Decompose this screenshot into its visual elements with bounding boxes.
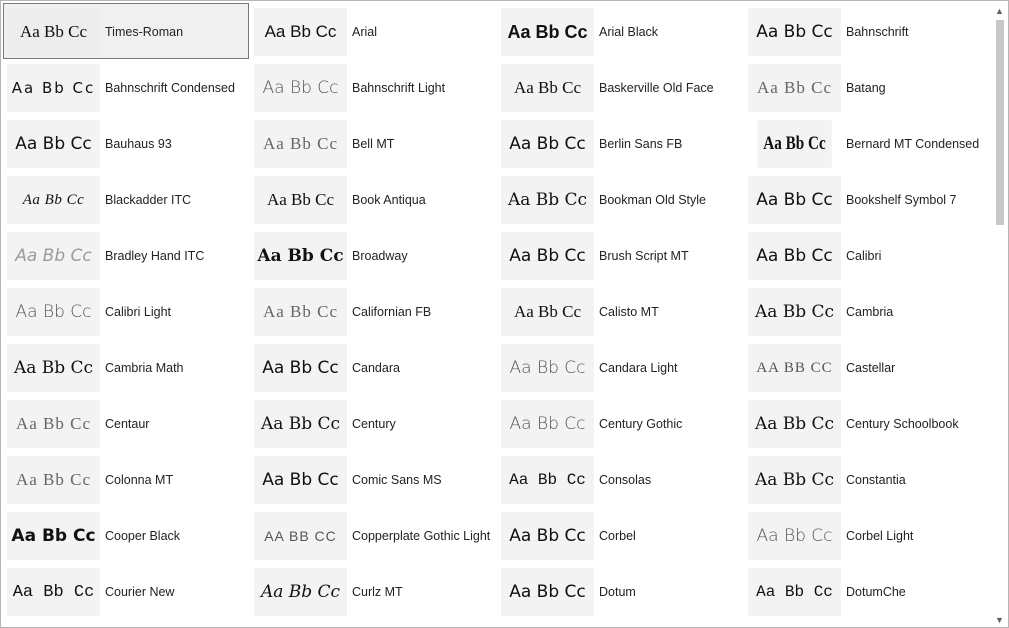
font-name-label: Comic Sans MS bbox=[352, 473, 442, 487]
font-preview-sample: Aa Bb Cc bbox=[7, 120, 100, 168]
font-name-label: Century Gothic bbox=[599, 417, 683, 431]
font-item[interactable] bbox=[3, 227, 249, 283]
font-preview-sample: Aa Bb Cc bbox=[254, 288, 347, 336]
font-preview-sample: Aa Bb Cc bbox=[7, 512, 100, 560]
font-preview-sample: Aa Bb Cc bbox=[7, 568, 100, 616]
font-preview-sample: Aa Bb Cc bbox=[7, 400, 100, 448]
scroll-up-arrow-icon[interactable]: ▲ bbox=[995, 5, 1004, 16]
font-preview-sample: Aa Bb Cc bbox=[7, 8, 100, 56]
font-name-label: Colonna MT bbox=[105, 473, 174, 487]
font-name-label: Bahnschrift bbox=[846, 25, 909, 39]
font-name-label: Cooper Black bbox=[105, 529, 181, 543]
font-preview-sample: Aa Bb Cc bbox=[748, 232, 841, 280]
font-item[interactable] bbox=[497, 283, 743, 339]
font-name-label: Bernard MT Condensed bbox=[846, 137, 980, 151]
font-name-label: Arial Black bbox=[599, 25, 659, 39]
font-item[interactable] bbox=[744, 59, 990, 115]
font-name-label: Calibri bbox=[846, 249, 882, 263]
font-preview-sample: Aa Bb Cc bbox=[748, 288, 841, 336]
font-preview-sample: Aa Bb Cc bbox=[501, 568, 594, 616]
font-preview-sample: AA BB CC bbox=[748, 344, 841, 392]
font-name-label: Corbel Light bbox=[846, 529, 914, 543]
font-item[interactable] bbox=[3, 59, 249, 115]
font-preview-sample: Aa Bb Cc bbox=[748, 8, 841, 56]
font-item[interactable] bbox=[497, 115, 743, 171]
font-item[interactable] bbox=[3, 507, 249, 563]
font-item[interactable] bbox=[497, 395, 743, 451]
font-item[interactable] bbox=[250, 507, 496, 563]
font-preview-sample: Aa Bb Cc bbox=[254, 8, 347, 56]
scroll-thumb[interactable] bbox=[996, 20, 1004, 225]
font-preview-sample: Aa Bb Cc bbox=[748, 64, 841, 112]
font-name-label: Castellar bbox=[846, 361, 896, 375]
font-item[interactable] bbox=[744, 283, 990, 339]
font-name-label: Broadway bbox=[352, 249, 408, 263]
font-preview-sample: Aa Bb Cc bbox=[748, 512, 841, 560]
font-item[interactable] bbox=[3, 395, 249, 451]
font-preview-sample: Aa Bb Cc bbox=[748, 400, 841, 448]
font-item[interactable] bbox=[250, 283, 496, 339]
font-item[interactable] bbox=[3, 171, 249, 227]
font-item[interactable] bbox=[744, 115, 990, 171]
font-preview-sample: Aa Bb Cc bbox=[748, 456, 841, 504]
font-preview-sample: Aa Bb Cc bbox=[501, 456, 594, 504]
font-item[interactable] bbox=[250, 451, 496, 507]
font-name-label: Bookman Old Style bbox=[599, 193, 706, 207]
font-item[interactable] bbox=[250, 227, 496, 283]
font-name-label: Copperplate Gothic Light bbox=[352, 529, 491, 543]
font-name-label: Batang bbox=[846, 81, 886, 95]
font-preview-sample: Aa Bb Cc bbox=[501, 232, 594, 280]
font-name-label: Bauhaus 93 bbox=[105, 137, 172, 151]
font-name-label: Berlin Sans FB bbox=[599, 137, 683, 151]
font-item[interactable] bbox=[250, 59, 496, 115]
font-item[interactable] bbox=[250, 3, 496, 59]
font-preview-sample: Aa Bb Cc bbox=[501, 64, 594, 112]
font-preview-sample: Aa Bb Cc bbox=[7, 64, 100, 112]
font-item[interactable] bbox=[250, 115, 496, 171]
font-item[interactable] bbox=[3, 115, 249, 171]
font-item[interactable] bbox=[744, 227, 990, 283]
font-name-label: Blackadder ITC bbox=[105, 193, 192, 207]
font-item[interactable] bbox=[744, 507, 990, 563]
font-preview-sample: Aa Bb Cc bbox=[501, 288, 594, 336]
font-name-label: Bell MT bbox=[352, 137, 395, 151]
font-name-label: DotumChe bbox=[846, 585, 906, 599]
font-item[interactable] bbox=[744, 563, 990, 619]
font-preview-sample: Aa Bb Cc bbox=[7, 344, 100, 392]
font-item[interactable] bbox=[3, 451, 249, 507]
font-item[interactable] bbox=[497, 227, 743, 283]
font-item[interactable] bbox=[497, 59, 743, 115]
font-item[interactable] bbox=[744, 451, 990, 507]
font-item[interactable] bbox=[497, 339, 743, 395]
font-preview-sample: Aa Bb Cc bbox=[748, 176, 841, 224]
font-name-label: Cambria Math bbox=[105, 361, 184, 375]
font-preview-sample: AA BB CC bbox=[254, 512, 347, 560]
font-item[interactable] bbox=[250, 563, 496, 619]
font-name-label: Constantia bbox=[846, 473, 906, 487]
font-name-label: Consolas bbox=[599, 473, 652, 487]
font-item[interactable] bbox=[3, 283, 249, 339]
scroll-down-arrow-icon[interactable]: ▼ bbox=[995, 614, 1004, 625]
font-preview-sample: Aa Bb Cc bbox=[254, 400, 347, 448]
font-preview-sample: Aa Bb Cc bbox=[748, 568, 841, 616]
font-item[interactable] bbox=[497, 3, 743, 59]
font-preview-sample: Aa Bb Cc bbox=[254, 232, 347, 280]
font-name-label: Brush Script MT bbox=[599, 249, 689, 263]
font-preview-sample: Aa Bb Cc bbox=[7, 456, 100, 504]
font-preview-sample: Aa Bb Cc bbox=[501, 120, 594, 168]
font-name-label: Corbel bbox=[599, 529, 636, 543]
font-name-label: Calibri Light bbox=[105, 305, 172, 319]
font-preview-sample: Aa Bb Cc bbox=[7, 232, 100, 280]
font-preview-sample: Aa Bb Cc bbox=[254, 344, 347, 392]
vertical-scrollbar[interactable] bbox=[991, 2, 1008, 628]
font-name-label: Baskerville Old Face bbox=[599, 81, 714, 95]
font-item[interactable] bbox=[744, 339, 990, 395]
font-item[interactable] bbox=[3, 563, 249, 619]
font-preview-sample: Aa Bb Cc bbox=[254, 568, 347, 616]
font-name-label: Century Schoolbook bbox=[846, 417, 959, 431]
font-name-label: Century bbox=[352, 417, 396, 431]
font-item[interactable] bbox=[3, 3, 249, 59]
font-name-label: Centaur bbox=[105, 417, 150, 431]
font-name-label: Courier New bbox=[105, 585, 175, 599]
font-name-label: Calisto MT bbox=[599, 305, 659, 319]
font-preview-sample: Aa Bb Cc bbox=[501, 8, 594, 56]
font-preview-sample: Aa Bb Cc bbox=[254, 120, 347, 168]
font-item[interactable] bbox=[744, 171, 990, 227]
font-preview-sample: Aa Bb Cc bbox=[7, 176, 100, 224]
font-name-label: Dotum bbox=[599, 585, 636, 599]
font-item[interactable] bbox=[497, 507, 743, 563]
font-name-label: Times-Roman bbox=[105, 25, 184, 39]
font-name-label: Bahnschrift Light bbox=[352, 81, 446, 95]
font-grid bbox=[3, 2, 991, 628]
font-name-label: Cambria bbox=[846, 305, 894, 319]
font-name-label: Curlz MT bbox=[352, 585, 403, 599]
font-item[interactable] bbox=[497, 171, 743, 227]
font-item[interactable] bbox=[250, 339, 496, 395]
font-item[interactable] bbox=[250, 395, 496, 451]
font-item[interactable] bbox=[497, 451, 743, 507]
font-name-label: Bradley Hand ITC bbox=[105, 249, 205, 263]
font-preview-sample: Aa Bb Cc bbox=[501, 512, 594, 560]
font-item[interactable] bbox=[497, 563, 743, 619]
font-preview-sample: Aa Bb Cc bbox=[501, 176, 594, 224]
font-preview-sample: Aa Bb Cc bbox=[7, 288, 100, 336]
font-item[interactable] bbox=[3, 339, 249, 395]
font-preview-sample: Aa Bb Cc bbox=[254, 64, 347, 112]
font-name-label: Californian FB bbox=[352, 305, 432, 319]
font-name-label: Candara bbox=[352, 361, 400, 375]
font-preview-sample: Aa Bb Cc bbox=[254, 456, 347, 504]
font-item[interactable] bbox=[744, 3, 990, 59]
font-name-label: Bahnschrift Condensed bbox=[105, 81, 235, 95]
font-name-label: Candara Light bbox=[599, 361, 678, 375]
font-preview-sample: Aa Bb Cc bbox=[254, 176, 347, 224]
font-name-label: Bookshelf Symbol 7 bbox=[846, 193, 957, 207]
font-name-label: Arial bbox=[352, 25, 378, 39]
font-preview-sample: Aa Bb Cc bbox=[501, 344, 594, 392]
font-item[interactable] bbox=[744, 395, 990, 451]
font-item[interactable] bbox=[250, 171, 496, 227]
font-name-label: Book Antiqua bbox=[352, 193, 426, 207]
font-preview-sample: Aa Bb Cc bbox=[501, 400, 594, 448]
font-preview-sample: Aa Bb Cc bbox=[757, 120, 831, 168]
